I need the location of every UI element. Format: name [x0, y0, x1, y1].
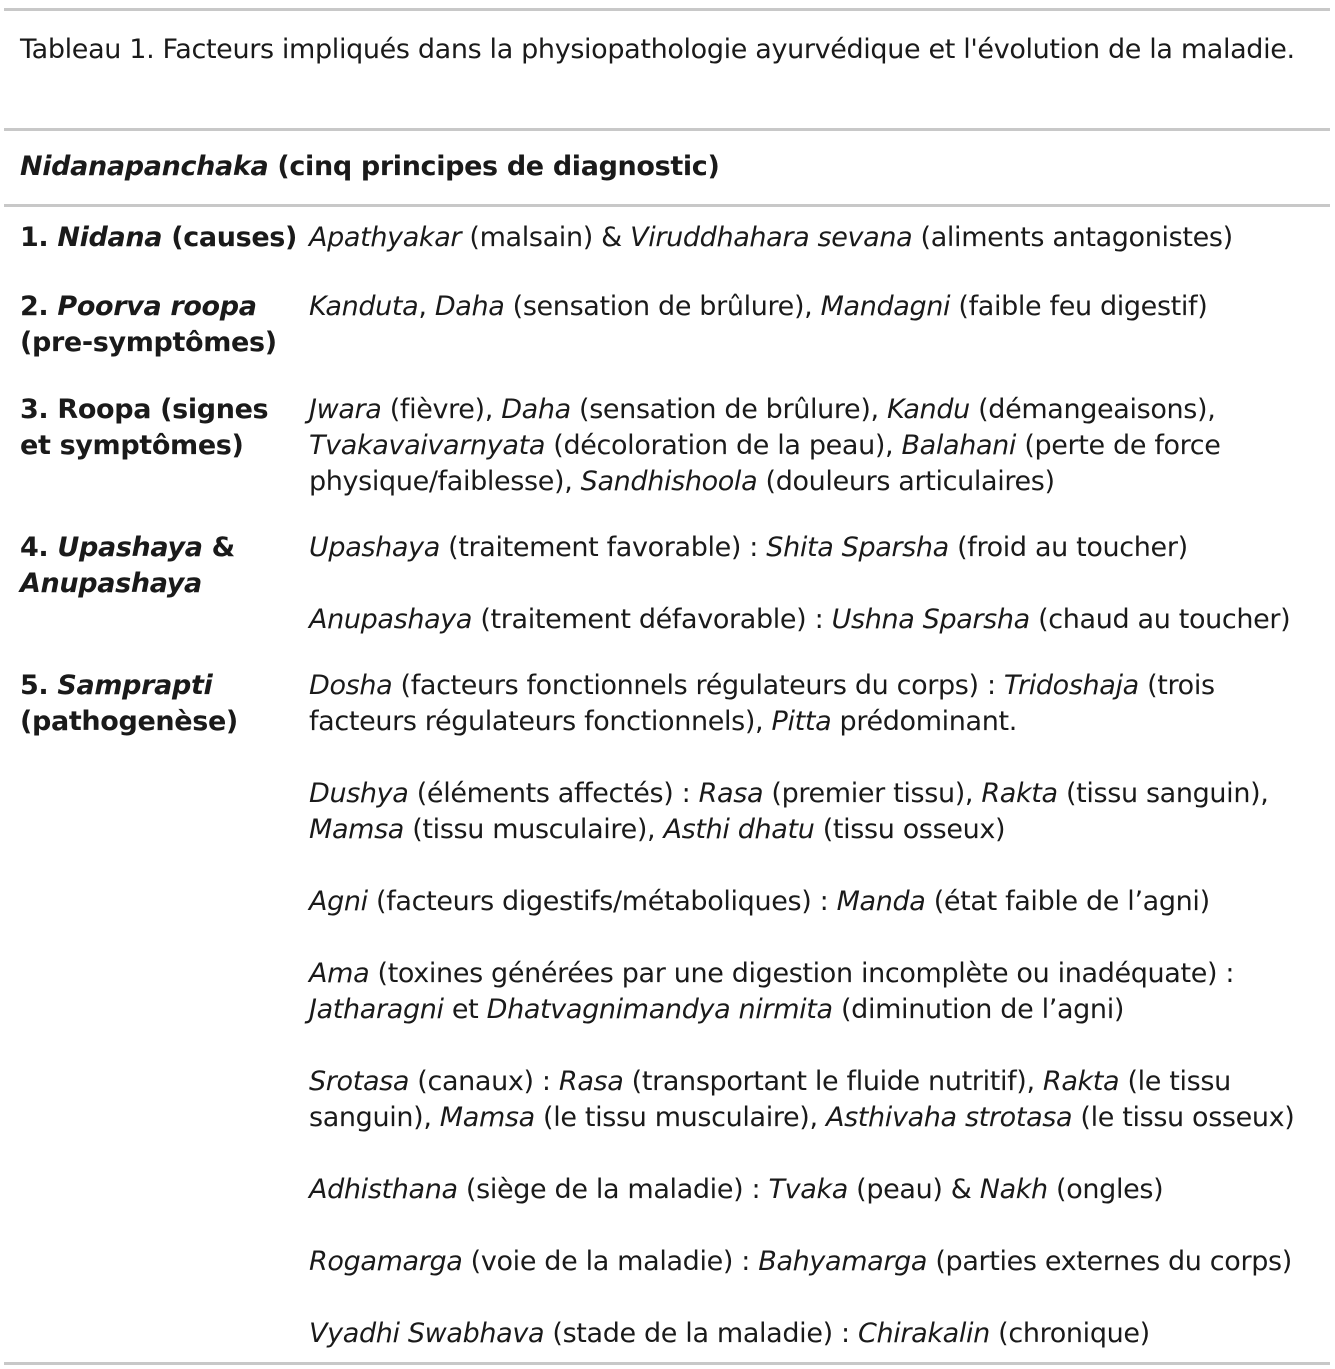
text: (tissu musculaire),: [404, 814, 664, 845]
term: Vyadhi Swabhava: [309, 1318, 545, 1349]
caption-rule: [4, 128, 1330, 131]
row-label-number: 5.: [20, 670, 58, 701]
term: Srotasa: [309, 1066, 410, 1097]
text: (tissu osseux): [814, 814, 1006, 845]
text: (sensation de brûlure),: [504, 291, 821, 322]
text: et: [443, 994, 487, 1025]
text: (ongles): [1047, 1174, 1164, 1205]
row-label-term: Upashaya: [57, 532, 203, 563]
text: (chronique): [989, 1318, 1150, 1349]
text: ,: [418, 291, 435, 322]
row-desc-rogamarga: [309, 1244, 1329, 1280]
term: Daha: [434, 291, 505, 322]
term: Mamsa: [309, 814, 405, 845]
row-label-text: (pre-symptômes): [20, 327, 277, 358]
term: Rasa: [698, 778, 764, 809]
row-desc-nidana: [309, 220, 1329, 256]
row-label-term: Anupashaya: [20, 568, 202, 599]
term: Mamsa: [439, 1102, 535, 1133]
section-title-italic: Nidanapanchaka: [20, 151, 269, 182]
text: (faible feu digestif): [950, 291, 1208, 322]
text: (traitement défavorable) :: [472, 604, 832, 635]
text: (traitement favorable) :: [439, 532, 767, 563]
text: prédominant.: [831, 706, 1017, 737]
text: (transportant le fluide nutritif),: [623, 1066, 1043, 1097]
term: Rakta: [981, 778, 1058, 809]
text: (diminution de l’agni): [832, 994, 1125, 1025]
row-desc-upashaya: [309, 530, 1329, 566]
term: Ama: [309, 958, 370, 989]
row-label-roopa: [20, 392, 270, 464]
row-desc-vyadhi-swabhava: [309, 1316, 1329, 1352]
text: (le tissu musculaire),: [534, 1102, 826, 1133]
term: Viruddhahara sevana: [630, 222, 913, 253]
term: Daha: [501, 394, 571, 425]
row-label-samprapti: [20, 668, 250, 740]
term: Asthi dhatu: [663, 814, 815, 845]
table-caption: Tableau 1. Facteurs impliqués dans la physiopathologie ayurvédique et l'évolution de la maladie.: [20, 34, 1295, 65]
text: (malsain) &: [461, 222, 631, 253]
row-label-term: Nidana: [57, 222, 163, 253]
row-label-term: Poorva roopa: [57, 291, 257, 322]
text: (aliments antagonistes): [912, 222, 1233, 253]
term: Adhisthana: [309, 1174, 458, 1205]
row-label-nidana: [20, 220, 300, 256]
text: (état faible de l’agni): [925, 886, 1210, 917]
text: (le tissu osseux): [1072, 1102, 1295, 1133]
text: (démangeaisons),: [969, 394, 1216, 425]
text: (le tissu sanguin),: [309, 1066, 1231, 1133]
row-label-upashaya: [20, 530, 250, 602]
text: (canaux) :: [409, 1066, 559, 1097]
text: (premier tissu),: [763, 778, 982, 809]
text: (toxines générées par une digestion incomplète ou inadéquate) :: [369, 958, 1235, 989]
text: (siège de la maladie) :: [457, 1174, 769, 1205]
text: (trois facteurs régulateurs fonctionnels),: [309, 670, 1215, 737]
term: Jwara: [309, 394, 382, 425]
row-desc-adhisthana: [309, 1172, 1329, 1208]
term: Tvakavaivarnyata: [309, 430, 546, 461]
term: Balahani: [901, 430, 1017, 461]
term: Asthivaha strotasa: [825, 1102, 1073, 1133]
term: Sandhishoola: [580, 466, 758, 497]
term: Kandu: [886, 394, 970, 425]
term: Tridoshaja: [1003, 670, 1139, 701]
term: Dhatvagnimandya nirmita: [486, 994, 833, 1025]
term: Manda: [836, 886, 926, 917]
row-label-text: (causes): [162, 222, 297, 253]
row-label-number: 2.: [20, 291, 58, 322]
term: Tvaka: [768, 1174, 848, 1205]
term: Dushya: [309, 778, 409, 809]
term: Agni: [309, 886, 368, 917]
term: Jatharagni: [309, 994, 444, 1025]
row-desc-dosha: [309, 668, 1329, 740]
text: (perte de force physique/faiblesse),: [309, 430, 1221, 497]
row-label-text: 3. Roopa (signes et symptômes): [20, 394, 269, 461]
text: (chaud au toucher): [1029, 604, 1291, 635]
term: Apathyakar: [309, 222, 462, 253]
term: Chirakalin: [857, 1318, 990, 1349]
bottom-rule: [4, 1362, 1330, 1365]
row-label-number: 1.: [20, 222, 58, 253]
text: (froid au toucher): [948, 532, 1188, 563]
text: (fièvre),: [381, 394, 502, 425]
row-label-text: &: [202, 532, 235, 563]
row-label-text: (pathogenèse): [20, 706, 238, 737]
text: (éléments affectés) :: [408, 778, 699, 809]
term: Bahyamarga: [758, 1246, 928, 1277]
term: Anupashaya: [309, 604, 473, 635]
section-title-rest: (cinq principes de diagnostic): [268, 151, 720, 182]
row-desc-poorva-roopa: [309, 289, 1329, 325]
term: Pitta: [771, 706, 832, 737]
term: Mandagni: [820, 291, 951, 322]
text: (facteurs digestifs/métaboliques) :: [367, 886, 837, 917]
text: (décoloration de la peau),: [545, 430, 902, 461]
section-title: [20, 147, 719, 187]
row-desc-dushya: [309, 776, 1329, 848]
term: Rakta: [1042, 1066, 1120, 1097]
text: (tissu sanguin),: [1057, 778, 1269, 809]
row-desc-srotasa: [309, 1064, 1329, 1136]
term: Ushna Sparsha: [831, 604, 1030, 635]
term: Rasa: [558, 1066, 624, 1097]
row-label-poorva-roopa: [20, 289, 300, 361]
header-rule: [4, 204, 1330, 207]
term: Kanduta: [309, 291, 419, 322]
term: Shita Sparsha: [766, 532, 949, 563]
text: (stade de la maladie) :: [544, 1318, 858, 1349]
term: Rogamarga: [309, 1246, 463, 1277]
row-desc-ama: [309, 956, 1329, 1028]
term: Nakh: [979, 1174, 1048, 1205]
text: (voie de la maladie) :: [462, 1246, 759, 1277]
term: Upashaya: [309, 532, 440, 563]
row-label-term: Samprapti: [57, 670, 213, 701]
top-rule: [4, 8, 1330, 11]
row-label-number: 4.: [20, 532, 58, 563]
text: (facteurs fonctionnels régulateurs du corps) :: [392, 670, 1004, 701]
term: Dosha: [309, 670, 393, 701]
text: (sensation de brûlure),: [570, 394, 887, 425]
row-desc-roopa: [309, 392, 1329, 500]
text: (douleurs articulaires): [757, 466, 1055, 497]
text: (parties externes du corps): [927, 1246, 1292, 1277]
row-desc-anupashaya: [309, 602, 1329, 638]
text: (peau) &: [847, 1174, 980, 1205]
row-desc-agni: [309, 884, 1329, 920]
